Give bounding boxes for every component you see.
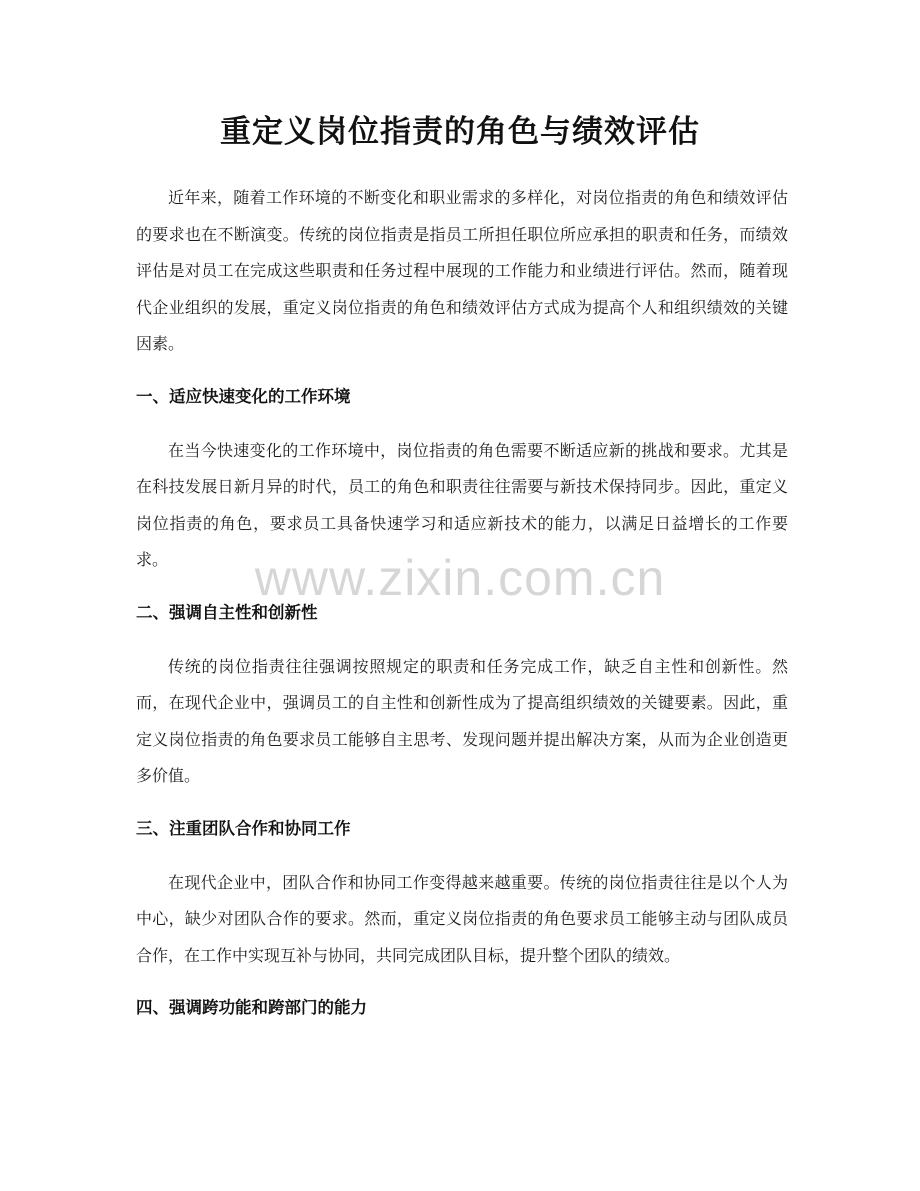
section-3-heading: 三、注重团队合作和协同工作: [136, 818, 351, 838]
section-4-heading: 四、强调跨功能和跨部门的能力: [136, 998, 367, 1017]
section-2-heading: 二、强调自主性和创新性: [136, 602, 318, 622]
section-2-paragraph: 传统的岗位指责往往强调按照规定的职责和任务完成工作，缺乏自主性和创新性。然而，在现代企业中，强调员工的自主性和创新性成为了提高组织绩效的关键要素。因此，重定义岗位指责的角色要求员工能够自主思考、发现问题并提出解决方案，从而为企业创造更多价值。: [136, 656, 788, 785]
page-title: 重定义岗位指责的角色与绩效评估: [220, 114, 700, 150]
section-1-heading: 一、适应快速变化的工作环境: [136, 386, 351, 406]
section-3-paragraph: 在现代企业中，团队合作和协同工作变得越来越重要。传统的岗位指责往往是以个人为中心，缺少对团队合作的要求。然而，重定义岗位指责的角色要求员工能够主动与团队成员合作，在工作中实现互补与协同，共同完成团队目标，提升整个团队的绩效。: [136, 872, 788, 965]
section-1-paragraph: 在当今快速变化的工作环境中，岗位指责的角色需要不断适应新的挑战和要求。尤其是在科技发展日新月异的时代，员工的角色和职责往往需要与新技术保持同步。因此，重定义岗位指责的角色，要求员工具备快速学习和适应新技术的能力，以满足日益增长的工作要求。: [136, 440, 788, 569]
intro-paragraph: 近年来，随着工作环境的不断变化和职业需求的多样化，对岗位指责的角色和绩效评估的要求也在不断演变。传统的岗位指责是指员工所担任职位所应承担的职责和任务，而绩效评估是对员工在完成这些职责和任务过程中展现的工作能力和业绩进行评估。然而，随着现代企业组织的发展，重定义岗位指责的角色和绩效评估方式成为提高个人和组织绩效的关键因素。: [136, 188, 788, 353]
document-body: [136, 180, 788, 1024]
watermark: www.zixin.com.cn: [254, 550, 666, 606]
